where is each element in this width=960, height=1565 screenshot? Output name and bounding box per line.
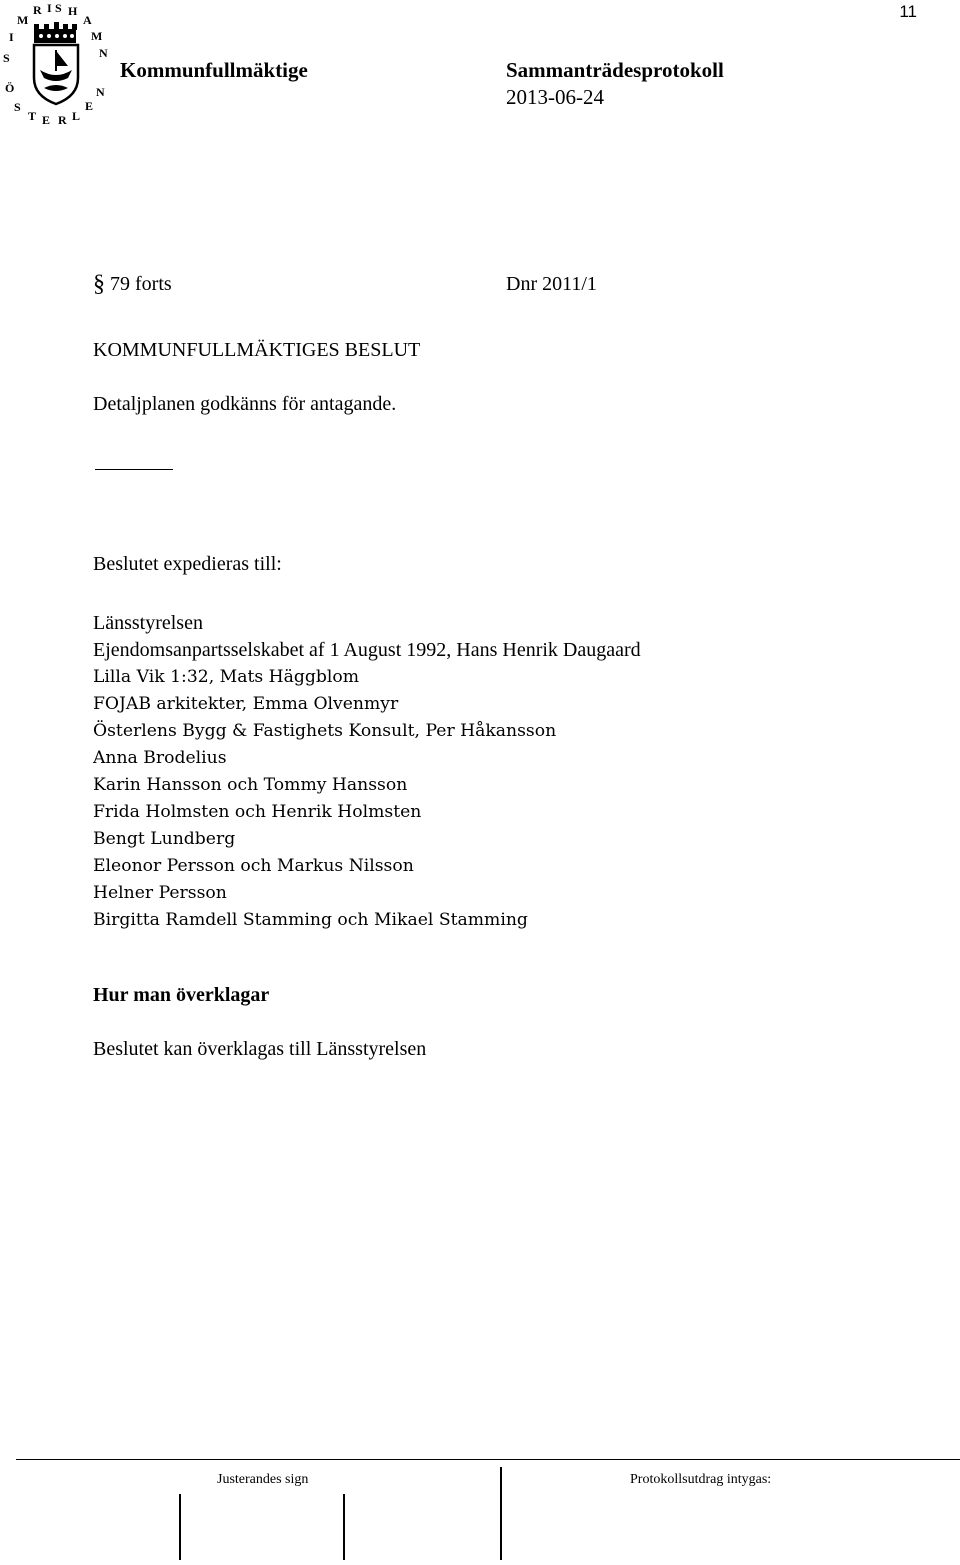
list-item: Karin Hansson och Tommy Hansson (93, 775, 408, 795)
svg-text:M: M (17, 13, 29, 27)
header-organ: Kommunfullmäktige (120, 58, 308, 82)
decision-text: Detaljplanen godkänns för antagande. (93, 393, 397, 415)
footer-rule (16, 1459, 960, 1460)
protokollsutdrag-label: Protokollsutdrag intygas: (630, 1472, 772, 1487)
signature-box-line (179, 1494, 181, 1560)
svg-text:L: L (72, 109, 81, 123)
list-item: Frida Holmsten och Henrik Holmsten (93, 802, 422, 822)
paragraph-label: 79 forts (110, 273, 172, 295)
list-item: Bengt Lundberg (93, 829, 236, 849)
justerandes-sign-label: Justerandes sign (217, 1472, 309, 1487)
header-date: 2013-06-24 (506, 85, 604, 109)
svg-text:Ö: Ö (5, 81, 15, 95)
distribution-heading: Beslutet expedieras till: (93, 553, 282, 575)
page-number: 11 (899, 2, 917, 21)
section-sign: § (93, 271, 105, 297)
svg-text:N: N (99, 46, 108, 60)
svg-text:S: S (55, 1, 62, 15)
decision-heading: KOMMUNFULLMÄKTIGES BESLUT (93, 339, 421, 361)
svg-text:E: E (85, 99, 94, 113)
list-item: Länsstyrelsen (93, 612, 203, 634)
svg-text:T: T (28, 109, 37, 123)
appeal-text: Beslutet kan överklagas till Länsstyrelsen (93, 1038, 427, 1060)
header-doc-type: Sammanträdesprotokoll (506, 58, 724, 82)
short-divider (95, 469, 173, 470)
svg-text:M: M (91, 29, 103, 43)
svg-text:I: I (9, 30, 14, 44)
signature-box-line (343, 1494, 345, 1560)
svg-text:S: S (14, 100, 21, 114)
svg-text:S: S (3, 51, 10, 65)
list-item: Anna Brodelius (93, 748, 227, 768)
dnr: Dnr 2011/1 (506, 273, 597, 295)
list-item: Birgitta Ramdell Stamming och Mikael Stamming (93, 910, 528, 930)
appeal-heading: Hur man överklagar (93, 984, 270, 1006)
footer-divider (500, 1467, 502, 1560)
recipient-list (93, 610, 641, 934)
svg-text:R: R (33, 3, 42, 17)
list-item: Helner Persson (93, 883, 227, 903)
svg-text:A: A (83, 13, 92, 27)
list-item: Lilla Vik 1:32, Mats Häggblom (93, 667, 360, 687)
svg-text:R: R (58, 113, 67, 125)
svg-text:N: N (96, 85, 105, 99)
svg-text:H: H (68, 4, 78, 18)
list-item: FOJAB arkitekter, Emma Olvenmyr (93, 694, 399, 714)
list-item: Eleonor Persson och Markus Nilsson (93, 856, 414, 876)
svg-text:I: I (47, 1, 52, 15)
municipal-seal-icon (0, 0, 112, 125)
list-item: Ejendomsanpartsselskabet af 1 August 1992, Hans Henrik Daugaard (93, 639, 641, 661)
svg-text:E: E (42, 113, 51, 125)
list-item: Österlens Bygg & Fastighets Konsult, Per Håkansson (93, 721, 557, 741)
